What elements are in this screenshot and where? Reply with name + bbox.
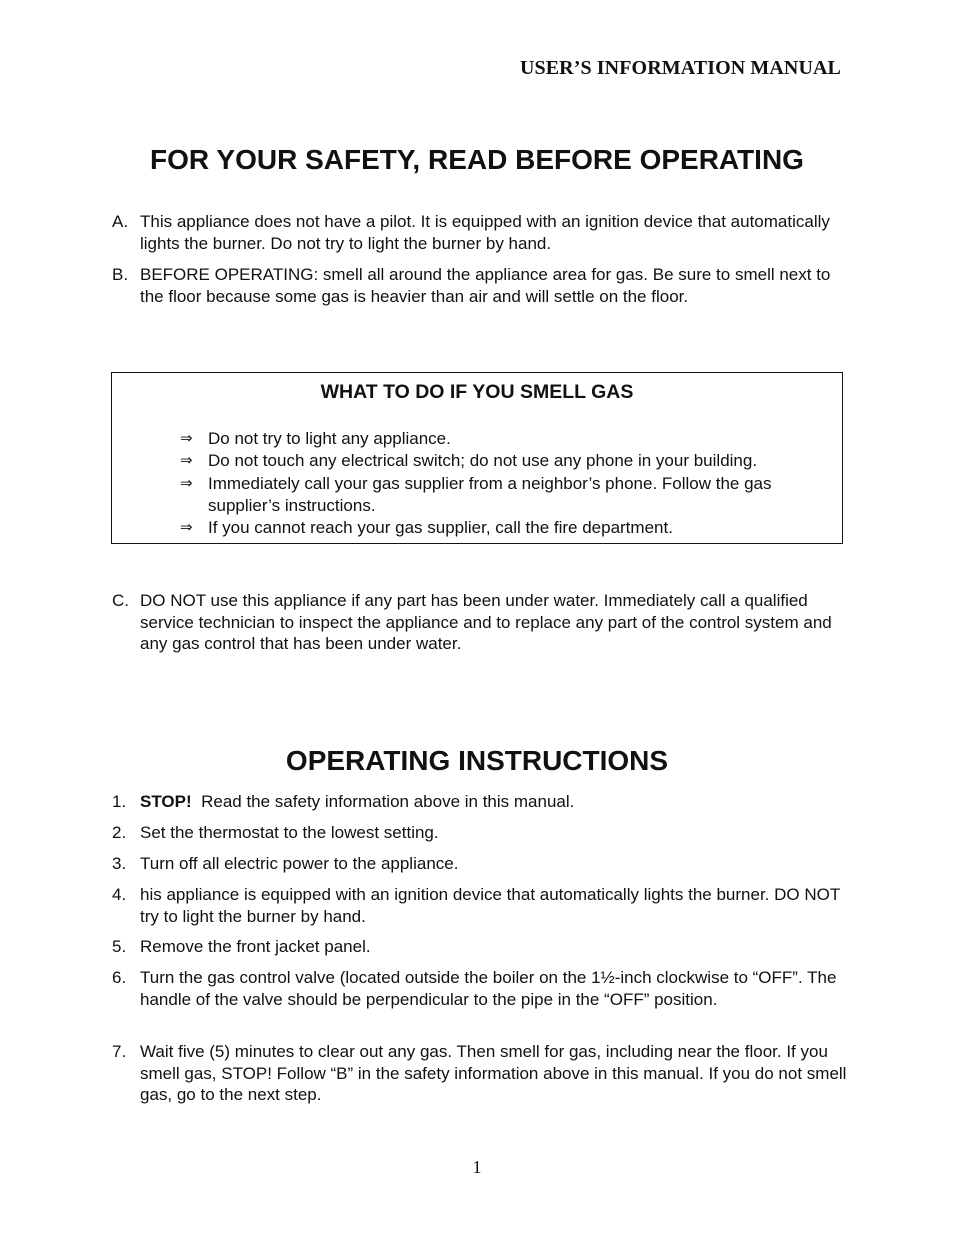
operating-step — [112, 853, 847, 875]
right-double-arrow-icon: ⇒ — [180, 474, 193, 492]
safety-item-label: A. — [112, 212, 129, 231]
smell-gas-item — [180, 517, 830, 539]
right-double-arrow-icon: ⇒ — [180, 451, 193, 469]
operating-step — [112, 884, 847, 927]
smell-gas-item — [180, 473, 830, 516]
operating-step — [112, 936, 847, 958]
smell-gas-item-text: Do not try to light any appliance. — [208, 429, 451, 448]
operating-section-title: OPERATING INSTRUCTIONS — [285, 745, 669, 776]
page-number: 1 — [472, 1157, 482, 1177]
safety-item-b — [112, 264, 847, 307]
safety-item-label: B. — [112, 265, 129, 284]
step-number: 4. — [112, 885, 127, 904]
smell-gas-title: WHAT TO DO IF YOU SMELL GAS — [320, 381, 634, 403]
step-text: Turn off all electric power to the appliance. — [140, 854, 459, 873]
step-text: Remove the front jacket panel. — [140, 937, 371, 956]
right-double-arrow-icon: ⇒ — [180, 429, 193, 447]
step-text: Turn the gas control valve (located outside the boiler on the 1½-inch clockwise to “OFF”. The handle of the valve should be perpendicular to the pipe in the “OFF” position. — [140, 968, 837, 1009]
safety-item-text: This appliance does not have a pilot. It is equipped with an ignition device that automatically lights the burner. Do not try to light the burner by hand. — [140, 212, 830, 253]
smell-gas-item-text: Immediately call your gas supplier from a neighbor’s phone. Follow the gas supplier’s instructions. — [208, 474, 772, 515]
safety-item-a — [112, 211, 847, 254]
step-number: 3. — [112, 854, 127, 873]
smell-gas-item — [180, 428, 830, 450]
operating-step — [112, 822, 847, 844]
step-emphasis: STOP! — [140, 792, 192, 811]
smell-gas-box — [111, 372, 843, 544]
operating-step — [112, 1041, 847, 1106]
step-number: 1. — [112, 792, 127, 811]
safety-item-c — [112, 590, 847, 655]
running-header: USER’S INFORMATION MANUAL — [519, 57, 841, 79]
step-number: 2. — [112, 823, 127, 842]
step-number: 6. — [112, 968, 127, 987]
step-text: Read the safety information above in this manual. — [191, 792, 575, 811]
right-double-arrow-icon: ⇒ — [180, 518, 193, 536]
step-number: 5. — [112, 937, 127, 956]
step-number: 7. — [112, 1042, 127, 1061]
step-text: his appliance is equipped with an ignition device that automatically lights the burner. DO NOT try to light the burner by hand. — [140, 885, 840, 926]
smell-gas-item-text: Do not touch any electrical switch; do not use any phone in your building. — [208, 451, 758, 470]
step-text: Set the thermostat to the lowest setting. — [140, 823, 439, 842]
operating-step — [112, 791, 847, 813]
safety-item-text: DO NOT use this appliance if any part has been under water. Immediately call a qualified service technician to inspect the appliance and to replace any part of the control system and any gas control that has been under water. — [140, 591, 832, 654]
safety-item-label: C. — [112, 591, 129, 610]
smell-gas-item — [180, 450, 830, 472]
step-text: Wait five (5) minutes to clear out any gas. Then smell for gas, including near the floor. If you smell gas, STOP! Follow “B” in the safety information above in this manual. If you do not smell gas, go to the next step. — [140, 1042, 847, 1105]
smell-gas-item-text: If you cannot reach your gas supplier, call the fire department. — [208, 518, 673, 537]
operating-step — [112, 967, 847, 1010]
safety-item-text: BEFORE OPERATING: smell all around the appliance area for gas. Be sure to smell next to the floor because some gas is heavier than air and will settle on the floor. — [140, 265, 831, 306]
safety-section-title: FOR YOUR SAFETY, READ BEFORE OPERATING — [150, 144, 804, 175]
